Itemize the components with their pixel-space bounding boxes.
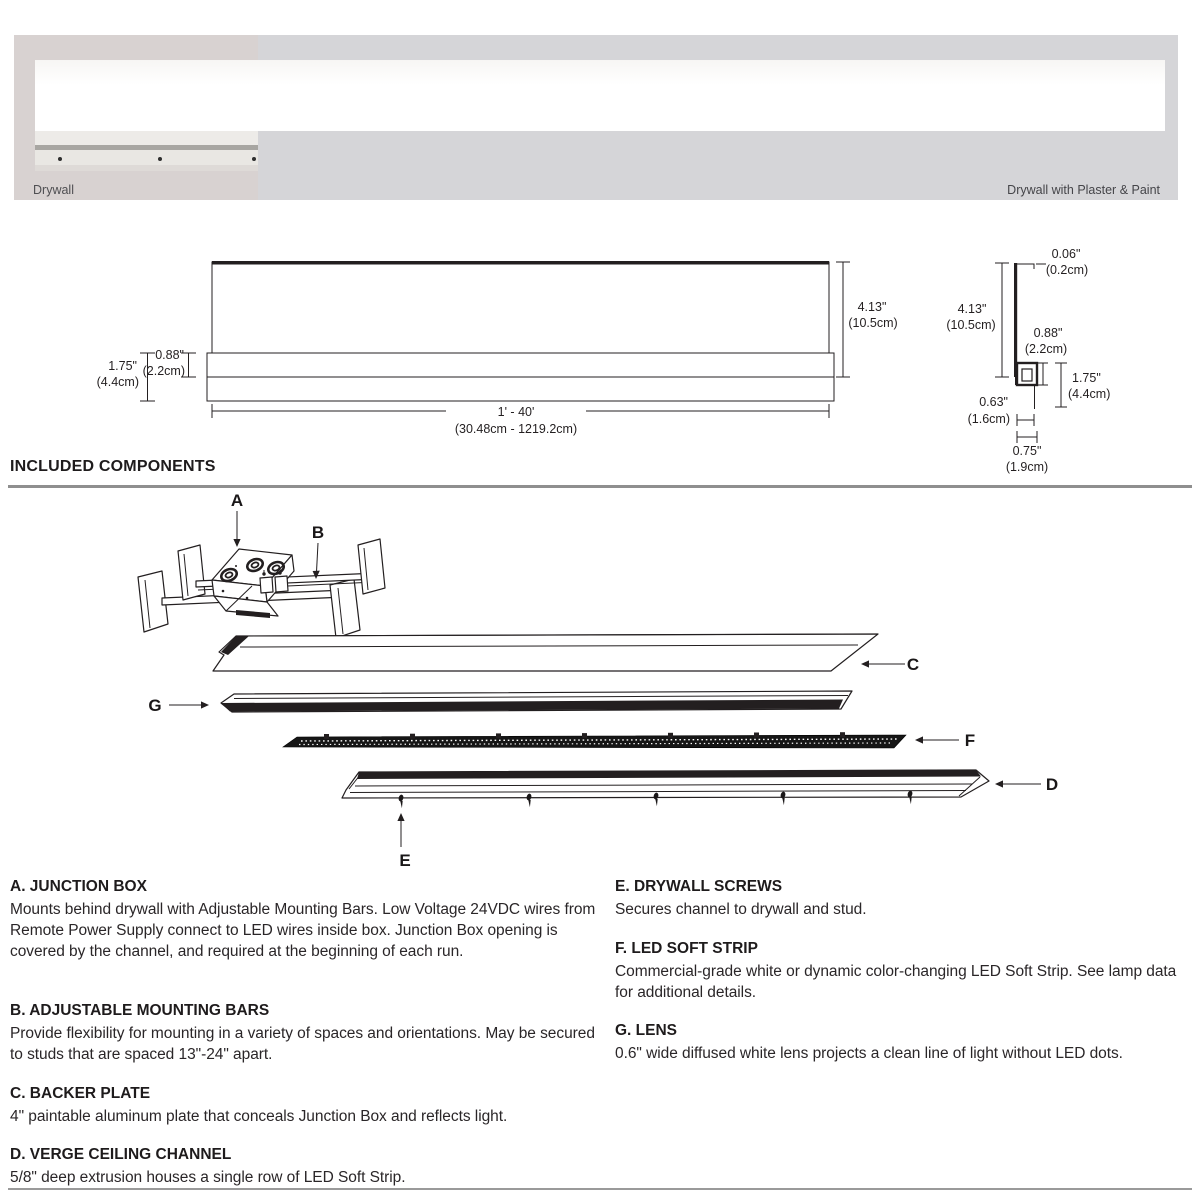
component-heading: B. ADJUSTABLE MOUNTING BARS <box>10 1002 270 1019</box>
lens-drawing <box>221 691 852 712</box>
side-view-drawing <box>97 261 898 436</box>
dim-length-cm: (30.48cm - 1219.2cm) <box>454 422 578 436</box>
dim-cs-088: 0.88" <box>1033 326 1063 340</box>
dim-length: 1' - 40' <box>497 405 535 419</box>
ceiling-channel-drawing <box>342 770 989 798</box>
callout-letter-b: B <box>311 523 325 542</box>
component-description: Mounts behind drywall with Adjustable Mounting Bars. Low Voltage 24VDC wires from Remote Power Supply connect to LED wires inside box. Junction Box opening is covered by the channel, and required at the beginning of each run. <box>10 901 596 960</box>
dim-cs-063: 0.63" <box>979 395 1008 409</box>
dim-cs-413-cm: (10.5cm) <box>946 318 996 332</box>
dim-cs-075: 0.75" <box>1012 444 1042 458</box>
dim-cs-006: 0.06" <box>1051 247 1081 261</box>
banner-label-drywall: Drywall <box>33 183 74 197</box>
banner-label-plaster-paint: Drywall with Plaster & Paint <box>1007 183 1160 197</box>
component-description: 4" paintable aluminum plate that conceals Junction Box and reflects light. <box>10 1108 508 1125</box>
dim-cs-088-cm: (2.2cm) <box>1024 342 1068 356</box>
component-section-lens <box>615 1021 1193 1064</box>
cross-section-drawing <box>946 247 1110 474</box>
component-description: 5/8" deep extrusion houses a single row of LED Soft Strip. <box>10 1169 406 1186</box>
component-description: Commercial-grade white or dynamic color-changing LED Soft Strip. See lamp data for additional details. <box>615 963 1177 1001</box>
dim-side-088: 0.88" <box>155 348 184 362</box>
dim-side-175: 1.75" <box>108 359 137 373</box>
component-section-ceiling-channel <box>10 1145 598 1188</box>
component-heading: C. BACKER PLATE <box>10 1085 151 1102</box>
callout-letter-e: E <box>399 851 411 870</box>
dim-cs-175-cm: (4.4cm) <box>1068 387 1111 401</box>
dim-cs-006-cm: (0.2cm) <box>1045 263 1089 277</box>
led-strip-drawing <box>283 732 906 748</box>
component-heading: E. DRYWALL SCREWS <box>615 878 783 895</box>
callout-letter-d: D <box>1045 775 1059 794</box>
component-description: Secures channel to drywall and stud. <box>615 901 867 918</box>
dim-cs-175: 1.75" <box>1072 371 1101 385</box>
dim-cs-063-cm: (1.6cm) <box>967 412 1010 426</box>
dim-side-175-cm: (4.4cm) <box>96 375 139 389</box>
component-diagram <box>138 491 1058 870</box>
component-description: Provide flexibility for mounting in a variety of spaces and orientations. May be secured to studs that are spaced 13"-24" apart. <box>10 1025 595 1063</box>
dim-side-088-cm: (2.2cm) <box>142 364 185 378</box>
component-heading: F. LED SOFT STRIP <box>615 940 758 957</box>
component-section-led-soft-strip <box>615 939 1193 1003</box>
dim-cs-413: 4.13" <box>957 302 987 316</box>
callout-letter-c: C <box>906 655 920 674</box>
component-heading: G. LENS <box>615 1022 678 1039</box>
backer-plate-drawing <box>213 634 878 671</box>
callout-letter-f: F <box>964 731 976 750</box>
component-section-junction-box <box>10 877 598 962</box>
callout-letters <box>148 491 1058 870</box>
component-description: 0.6" wide diffused white lens projects a clean line of light without LED dots. <box>615 1045 1123 1062</box>
callout-letter-a: A <box>230 491 244 510</box>
component-heading: A. JUNCTION BOX <box>10 878 147 895</box>
component-section-drywall-screws <box>615 877 1193 920</box>
callout-letter-g: G <box>148 696 162 715</box>
dim-side-413-cm: (10.5cm) <box>848 316 898 330</box>
component-heading: D. VERGE CEILING CHANNEL <box>10 1146 232 1163</box>
junction-box-drawing <box>138 539 385 638</box>
component-section-mounting-bars <box>10 1001 598 1065</box>
dim-cs-075-cm: (1.9cm) <box>1005 460 1049 474</box>
included-components-title: INCLUDED COMPONENTS <box>10 458 216 475</box>
component-section-backer-plate <box>10 1084 598 1127</box>
dim-side-413: 4.13" <box>857 300 887 314</box>
